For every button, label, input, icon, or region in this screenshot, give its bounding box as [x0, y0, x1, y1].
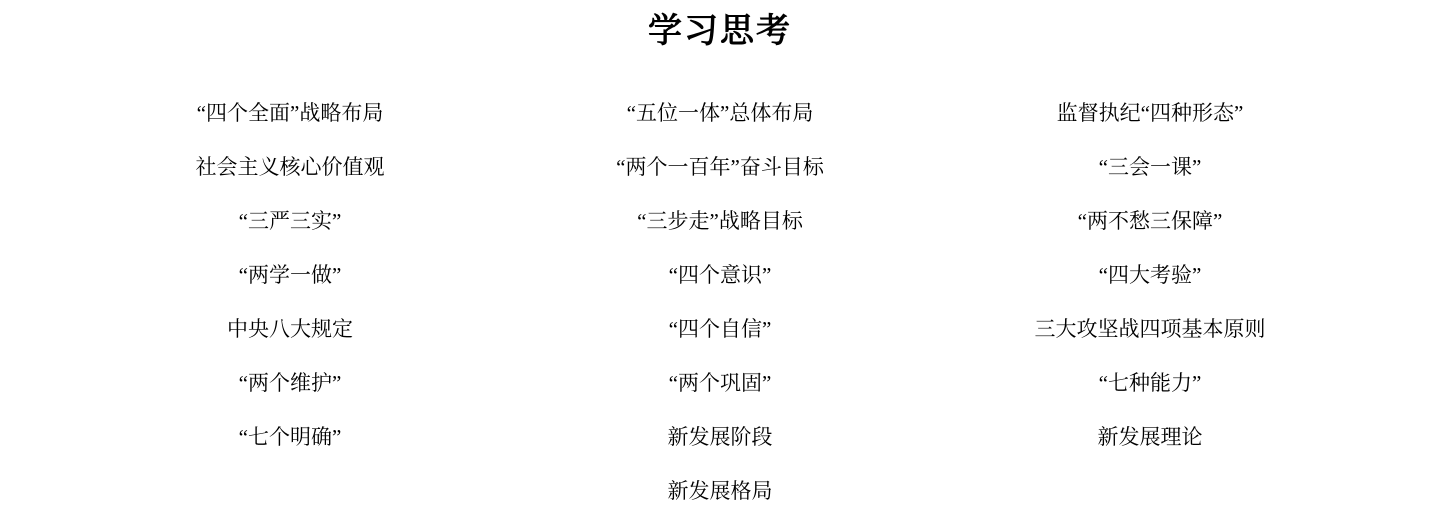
list-item: 中央八大规定 [227, 317, 353, 341]
list-item: “七个明确” [238, 425, 342, 449]
list-item: “两个巩固” [668, 371, 772, 395]
list-item: 社会主义核心价值观 [195, 155, 385, 179]
list-item: “四个意识” [668, 263, 772, 287]
list-item: “三会一课” [1098, 155, 1202, 179]
list-item: 新发展理论 [1097, 425, 1203, 449]
list-item: 监督执纪“四种形态” [1056, 101, 1244, 125]
list-item: “三步走”战略目标 [637, 209, 803, 233]
list-item: 新发展阶段 [667, 425, 773, 449]
list-item: “两个一百年”奋斗目标 [616, 155, 824, 179]
list-item: “三严三实” [238, 209, 342, 233]
list-item: “四大考验” [1098, 263, 1202, 287]
list-item: “七种能力” [1098, 371, 1202, 395]
list-item: “五位一体”总体布局 [626, 101, 814, 125]
list-item: “四个全面”战略布局 [196, 101, 384, 125]
page-title: 学习思考 [648, 13, 792, 50]
list-item: “两不愁三保障” [1077, 209, 1223, 233]
list-item: 新发展格局 [667, 479, 773, 503]
term-columns [0, 86, 1440, 518]
list-item: “两个维护” [238, 371, 342, 395]
term-column-3 [935, 86, 1365, 464]
list-item: 三大攻坚战四项基本原则 [1034, 317, 1266, 341]
term-column-1 [75, 86, 505, 464]
term-column-2 [505, 86, 935, 518]
list-item: “两学一做” [238, 263, 342, 287]
list-item: “四个自信” [668, 317, 772, 341]
